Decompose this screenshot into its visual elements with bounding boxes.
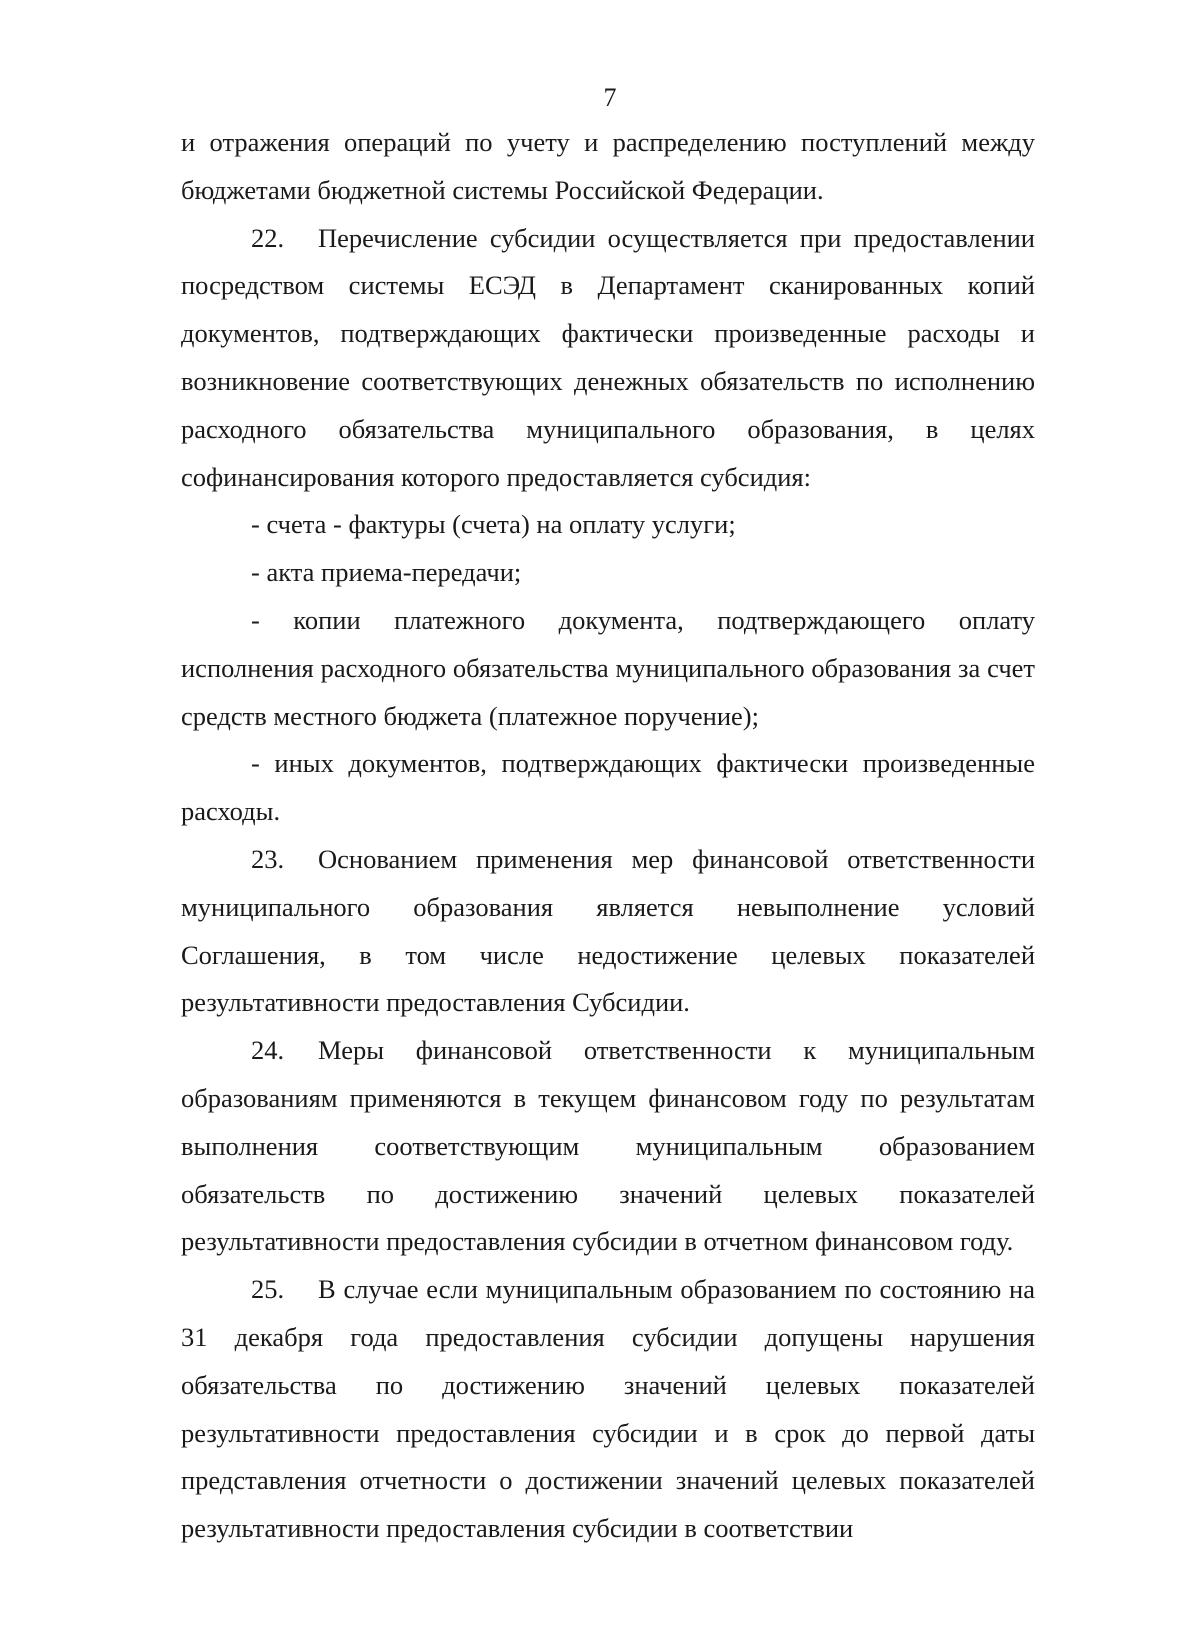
paragraph-25: [181, 1266, 1035, 1553]
list-item-act: [181, 549, 1035, 597]
list-item-text: - иных документов, подтверждающих фактически произведенные расходы.: [181, 748, 1035, 827]
list-item-other-documents: [181, 740, 1035, 836]
paragraph-text: Меры финансовой ответственности к муниципальным образованиям применяются в текущем финансовом году по результатам выполнения соответствующим муниципальным образованием обязательств по достижению значений целевых показателей результативности предоставления субсидии в отчетном финансовом году.: [181, 1035, 1035, 1257]
paragraph-number: 24.: [251, 1035, 285, 1066]
paragraph-22: [181, 215, 1035, 502]
paragraph-number: 23.: [251, 843, 285, 874]
paragraph-text: Основанием применения мер финансовой ответственности муниципального образования является невыполнение условий Соглашения, в том числе недостижение целевых показателей результативности предоставления Субсидии.: [181, 843, 1035, 1018]
paragraph-text: и отражения операций по учету и распределению поступлений между бюджетами бюджетной системы Российской Федерации.: [181, 127, 1035, 205]
list-item-text: - копии платежного документа, подтверждающего оплату исполнения расходного обязательства муниципального образования за счет средств местного бюджета (платежное поручение);: [181, 604, 1035, 731]
paragraph-24: [181, 1027, 1035, 1266]
paragraph-text: В случае если муниципальным образованием по состоянию на 31 декабря года предоставления субсидии допущены нарушения обязательства по достижению значений целевых показателей результативности предоставления субсидии и в срок до первой даты представления отчетности о достижении значений целевых показателей результативности предоставления субсидии в соответствии: [181, 1274, 1035, 1544]
list-item-text: - счета - фактуры (счета) на оплату услуги;: [251, 509, 736, 540]
paragraph-number: 22.: [251, 222, 285, 253]
list-item-text: - акта приема-передачи;: [251, 557, 522, 588]
list-item-invoice: [181, 501, 1035, 549]
document-body: [181, 119, 1035, 1553]
paragraph-23: [181, 836, 1035, 1027]
paragraph-number: 25.: [251, 1274, 285, 1305]
paragraph-continuation: [181, 119, 1035, 215]
list-item-payment-copy: [181, 597, 1035, 740]
page-number: 7: [603, 83, 617, 112]
paragraph-text: Перечисление субсидии осуществляется при предоставлении посредством системы ЕСЭД в Департамент сканированных копий документов, подтверждающих фактически произведенные расходы и возникновение соответствующих денежных обязательств по исполнению расходного обязательства муниципального образования, в целях софинансирования которого предоставляется субсидия:: [181, 222, 1035, 492]
